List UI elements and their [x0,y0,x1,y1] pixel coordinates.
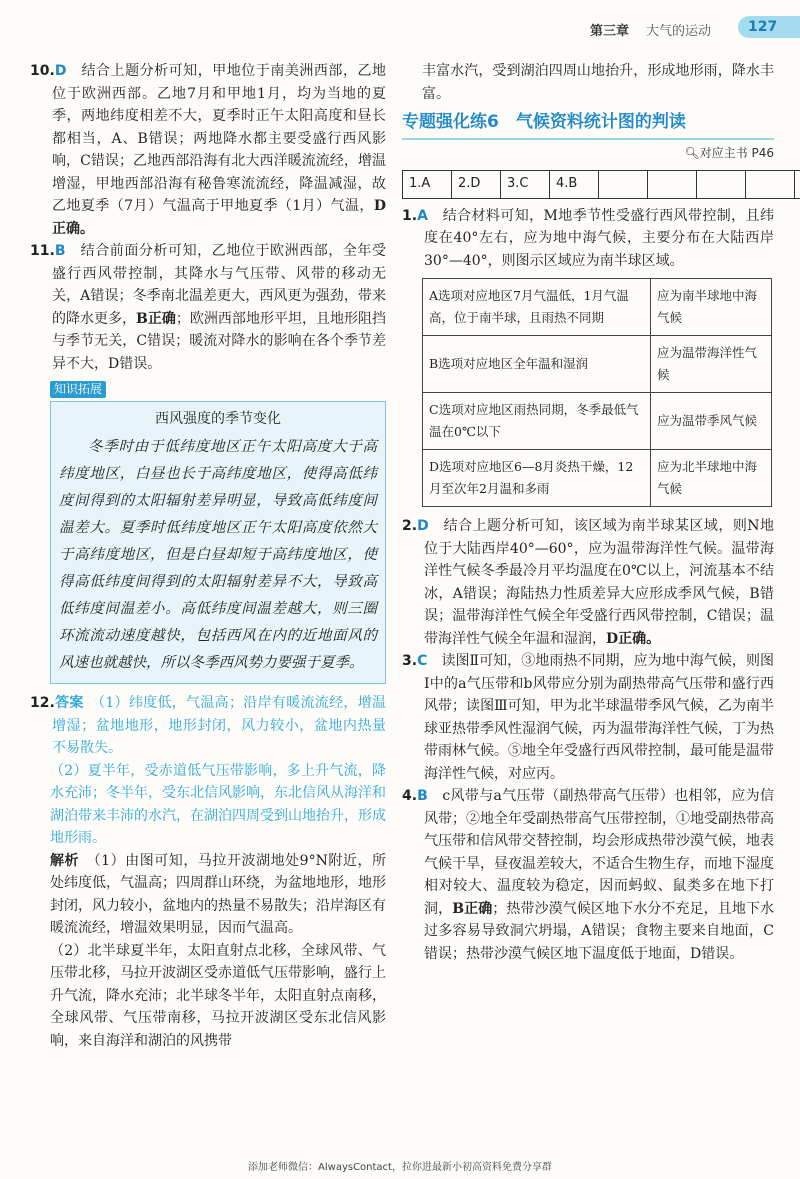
knowledge-body: 冬季时由于低纬度地区正午太阳高度大于高纬度地区，白昼也长于高纬度地区，使得高低纬度间得到的太阳辐射差异明显，导致高低纬度间温差大。夏季时低纬度地区正午太阳高度依然大于高纬度地区，但是白昼却短于高纬度地区，使得高低纬度间得到的太阳辐射差异不大，导致高低纬度间温差小。高低纬度间温差越大，则三圈环流流动速度越快，包括西风在内的近地面风的风速也就越快，所以冬季西风势力要强于夏季。 [59,439,377,671]
answer-cell [697,171,746,199]
chapter-title: 大气的运动 [646,24,712,39]
answer-cell: 1.A [403,171,452,199]
left-column [30,60,386,1052]
answer-key-table [402,170,800,199]
analysis-12-part1: 解析 （1）由图可知，马拉开波湖地处9°N附近，所处纬度低，气温高；四周群山环绕，为盆地地形，地形封闭，风力较小，盆地内的热量不易散失；沿岸海区有暖流流经，增温效果明显，因而气温高。 [50,852,387,936]
answer-1: 1.A 结合材料可知，M地季节性受盛行西风带控制，且纬度在40°左右，应为地中海气候，主要分布在大陆西岸30°—40°，则图示区域应为南半球区域。 [402,207,774,269]
answer-cell [746,171,795,199]
table-row: A选项对应地区7月气温低，1月气温高，位于南半球，且雨热不同期 应为南半球地中海气候 [423,279,772,336]
page-number: 127 [738,16,800,38]
knowledge-box [50,401,386,685]
answer-cell: 4.B [550,171,599,199]
analysis-12-part2: （2）北半球夏半年，太阳直射点北移，全球风带、气压带北移，马拉开波湖区受赤道低气压带影响，盛行上升气流，降水充沛；北半球冬半年，太阳直射点南移，全球风带、气压带南移，马拉开波湖区受东北信风影响，来自海洋和湖泊的风携带 [50,942,386,1049]
answer-10: 10.D 结合上题分析可知，甲地位于南美洲西部，乙地位于欧洲西部。乙地7月和甲地1月，均为当地的夏季，两地纬度相差不大，夏季时正午太阳高度和昼长都相当，A、B错误；两地降水都主要受盛行西风影响，C错误；乙地西部沿海有北大西洋暖流流经，增温增湿，甲地西部沿海有秘鲁寒流流经，降温减湿，故乙地夏季（7月）气温高于甲地夏季（1月）气温，D正确。 [30,63,387,237]
knowledge-section [50,375,386,684]
section-title: 专题强化练6 气候资料统计图的判读 [402,111,774,140]
answer-cell [599,171,648,199]
answer-11: 11.B 结合前面分析可知，乙地位于欧洲西部，全年受盛行西风带控制，其降水与气压带、风带的移动无关，A错误；冬季南北温差更大，西风更为强劲，带来的降水更多，B正确；欧洲西部地形平坦，且地形阻挡与季节无关，C错误；暖流对降水的影响在各个季节差异不大，D错误。 [30,243,387,372]
knowledge-tag: 知识拓展 [50,381,106,398]
chapter-label: 第三章 [590,24,630,39]
answer-cell: 2.D [452,171,501,199]
table-row: D选项对应地区6—8月炎热干燥，12月至次年2月温和多雨 应为北半球地中海气候 [423,450,772,507]
answer-3: 3.C 读图Ⅱ可知，③地雨热不同期，应为地中海气候，则图Ⅰ中的a气压带和b风带应分别为副热带高气压带和盛行西风带；读图Ⅲ可知，甲为北半球温带季风气候，乙为南半球亚热带季风性湿润气候，丙为温带海洋性气候，丁为热带雨林气候。⑤地全年受盛行西风带控制，最可能是温带海洋性气候，对应丙。 [402,653,775,782]
continuation-text: 丰富水汽，受到湖泊四周山地抬升，形成地形雨，降水丰富。 [422,63,774,102]
knowledge-title: 西风强度的季节变化 [155,410,281,427]
table-row: C选项对应地区雨热同期，冬季最低气温在0℃以下 应为温带季风气候 [423,393,772,450]
answer-cell [648,171,697,199]
answer-cell: 3.C [501,171,550,199]
answer-4: 4.B c风带与a气压带（副热带高气压带）也相邻，应为信风带；②地全年受副热带高气压带控制，①地受副热带高气压带和信风带交替控制，均会形成热带沙漠气候，地表气候干旱，昼夜温差较大，不适合生物生存，而地下湿度相对较大、温度较为稳定，因而蚂蚁、鼠类多在地下打洞，B正确；热带沙漠气候区地下水分不充足，且地下水过多容易导致洞穴坍塌，A错误；食物主要来自地面，C错误；热带沙漠气候区地下温度低于地面，D错误。 [402,788,775,962]
search-icon: 🔍︎ [684,145,700,160]
answer-12-part2: （2）夏半年，受赤道低气压带影响，多上升气流，降水充沛；冬半年，受东北信风影响，东北信风从海洋和湖泊带来丰沛的水汽，在湖泊四周受到山地抬升，形成地形雨。 [50,762,386,846]
option-analysis-table [422,278,772,507]
page-footer: 添加老师微信：AlwaysContact，拉你进最新小初高资料免费分享群 [248,1162,552,1173]
answer-cell [795,171,800,199]
page-header [560,14,800,40]
answer-2: 2.D 结合上题分析可知，该区域为南半球某区域，则N地位于大陆西岸40°—60°，应为温带海洋性气候。温带海洋性气候冬季最冷月平均温度在0℃以上，河流基本不结冰，A错误；海陆热力性质差异大应形成季风气候，B错误；温带海洋性气候全年受盛行西风带控制，C错误；温带海洋性气候全年温和湿润，D正确。 [402,518,774,647]
reference-link: 🔍︎对应主书 P46 [684,145,774,160]
answer-12: 12.答案 （1）纬度低，气温高；沿岸有暖流流经，增温增湿；盆地地形，地形封闭，风力较小，盆地内热量不易散失。 [30,695,387,756]
right-column [402,60,774,965]
table-row: B选项对应地区全年温和湿润 应为温带海洋性气候 [423,336,772,393]
